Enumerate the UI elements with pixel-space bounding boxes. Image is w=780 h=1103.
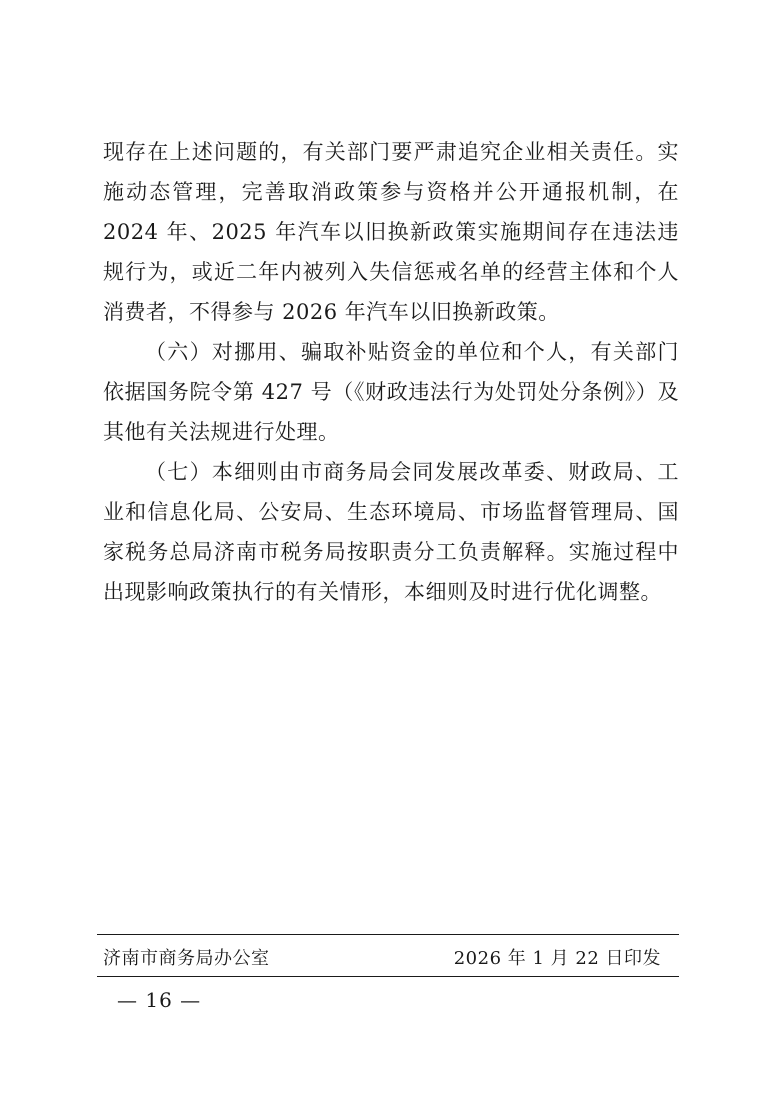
issuer-name: 济南市商务局办公室	[103, 948, 270, 969]
footer-bottom-rule	[97, 976, 679, 977]
document-body	[103, 132, 679, 612]
footer-issuer-line	[103, 942, 661, 972]
paragraph-item-6: （六）对挪用、骗取补贴资金的单位和个人，有关部门依据国务院令第 427 号（《财政违法行为处罚处分条例》）及其他有关法规进行处理。	[103, 340, 679, 444]
print-date: 2026 年 1 月 22 日印发	[453, 948, 661, 969]
paragraph-item-7: （七）本细则由市商务局会同发展改革委、财政局、工业和信息化局、公安局、生态环境局、市场监督管理局、国家税务总局济南市税务局按职责分工负责解释。实施过程中出现影响政策执行的有关情形，本细则及时进行优化调整。	[103, 460, 679, 604]
footer-top-rule	[97, 934, 679, 935]
paragraph-continuation: 现存在上述问题的，有关部门要严肃追究企业相关责任。实施动态管理，完善取消政策参与资格并公开通报机制，在 2024 年、2025 年汽车以旧换新政策实施期间存在违法违规行为，或近二年内被列入失信惩戒名单的经营主体和个人消费者，不得参与 2026 年汽车以旧换新政策。	[103, 140, 679, 324]
page-number: — 16 —	[117, 988, 202, 1012]
